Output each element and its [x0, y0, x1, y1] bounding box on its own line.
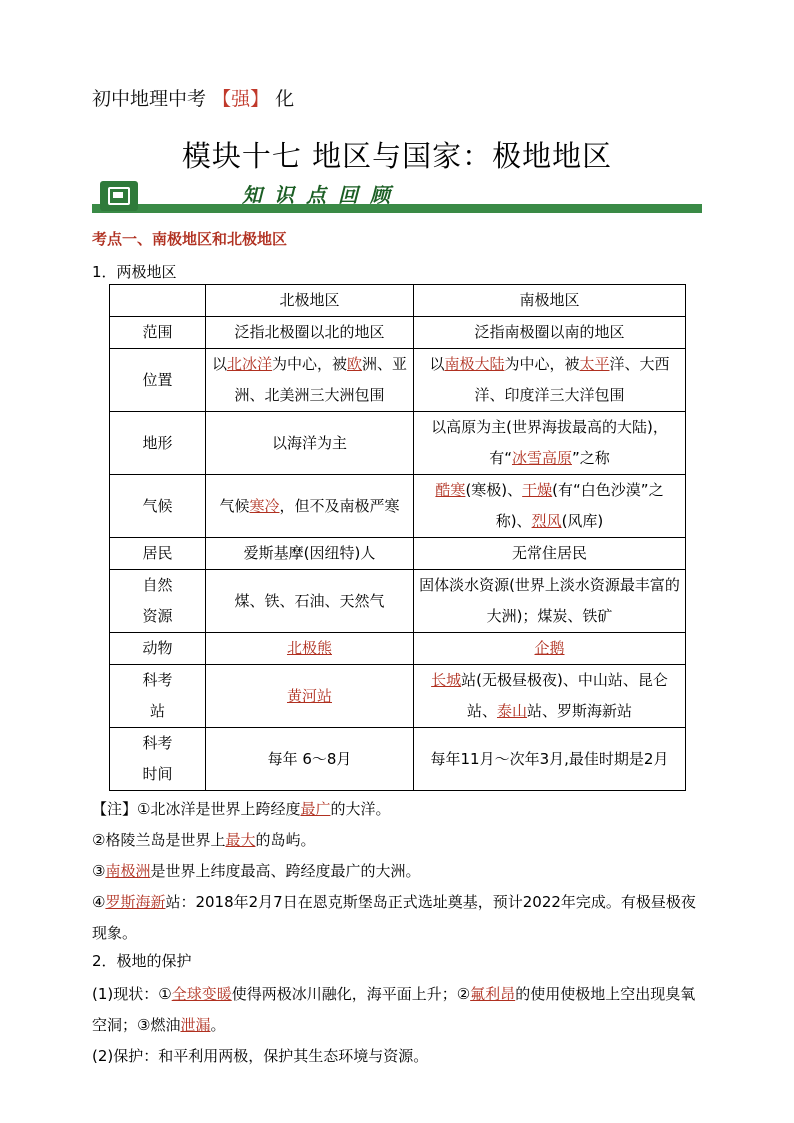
table-row: [110, 570, 686, 633]
text-segment: (1)现状：①: [92, 985, 172, 1003]
row-label: 位置: [110, 349, 206, 412]
table-row: [110, 412, 686, 475]
underlined-keyword: 寒冷: [249, 496, 280, 515]
page-title: 模块十七 地区与国家：极地地区: [181, 139, 613, 173]
text-segment: 的使用使极地上空出现臭氧空洞；③燃油: [92, 985, 696, 1034]
text-segment: 洋、大西洋、印度洋三大洋包围: [474, 355, 670, 404]
south-cell: [414, 728, 686, 791]
text-segment: 【注】①北冰洋是世界上跨经度: [92, 800, 301, 818]
header-bracket-word: 强: [231, 88, 251, 110]
north-cell: [206, 349, 414, 412]
north-cell: [206, 570, 414, 633]
row-label: 动物: [110, 633, 206, 665]
underlined-keyword: 最广: [300, 800, 331, 818]
row-label: 居民: [110, 538, 206, 570]
banner-text: 知识点回顾: [242, 183, 402, 207]
underlined-keyword: 黄河站: [286, 686, 332, 705]
table-row: [110, 475, 686, 538]
section-banner: [92, 178, 702, 214]
text-segment: 的岛屿。: [255, 831, 316, 849]
book-icon: [100, 181, 138, 211]
text-segment: 泛指北极圈以北的地区: [234, 323, 385, 341]
south-cell: [414, 349, 686, 412]
text-segment: 爱斯基摩(因纽特)人: [243, 544, 376, 562]
row-label: 范围: [110, 317, 206, 349]
underlined-keyword: 罗斯海新: [105, 893, 166, 911]
subheading-polar: 1．两极地区: [92, 263, 177, 281]
table-header-row: [110, 285, 686, 317]
row-label: 气候: [110, 475, 206, 538]
text-segment: ”之称: [572, 449, 610, 467]
note-line: [92, 825, 704, 856]
note-line: [92, 887, 704, 949]
column-header: 南极地区: [414, 285, 686, 317]
text-segment: 无常住居民: [511, 544, 587, 562]
south-cell: [414, 475, 686, 538]
column-header: 北极地区: [206, 285, 414, 317]
text-segment: 以: [429, 355, 445, 373]
table-row: [110, 317, 686, 349]
table-row: [110, 633, 686, 665]
text-segment: 固体淡水资源(世界上淡水资源最丰富的大洲)；煤炭、铁矿: [419, 576, 680, 625]
text-segment: 以高原为主(世界海拔最高的大陆)，有“: [431, 418, 668, 467]
text-segment: 洲、亚洲、北美洲三大洲包围: [234, 355, 408, 404]
row-label: 地形: [110, 412, 206, 475]
text-segment: 泛指南极圈以南的地区: [474, 323, 625, 341]
header-suffix: 化: [275, 88, 295, 110]
text-segment: 的大洋。: [330, 800, 391, 818]
text-segment: (风库): [561, 512, 604, 530]
underlined-keyword: 全球变暖: [171, 985, 232, 1003]
table-row: [110, 538, 686, 570]
note-line: [92, 794, 704, 825]
text-segment: 是世界上纬度最高、跨经度最广的大洲。: [150, 862, 421, 880]
underlined-keyword: 欧: [347, 355, 363, 373]
south-cell: [414, 412, 686, 475]
text-segment: 以: [211, 355, 227, 373]
text-segment: 站(无极昼极夜)、中山站、昆仑站、: [461, 671, 668, 720]
protect-line: [92, 1041, 704, 1072]
south-cell: [414, 317, 686, 349]
south-cell: [414, 665, 686, 728]
text-segment: ，但不及南极严寒: [279, 496, 400, 515]
underlined-keyword: 最大: [225, 831, 256, 849]
text-segment: 为中心，被: [271, 355, 347, 373]
row-label: 科考时间: [110, 728, 206, 791]
protect-block: [92, 979, 704, 1072]
text-segment: ②格陵兰岛是世界上: [92, 831, 226, 849]
text-segment: 每年 6～8月: [267, 749, 352, 768]
section-heading: 考点一、南极地区和北极地区: [92, 230, 288, 248]
north-cell: [206, 633, 414, 665]
text-segment: 。: [210, 1016, 226, 1034]
underlined-keyword: 南极洲: [105, 862, 151, 880]
polar-table: [109, 284, 686, 791]
table-row: [110, 728, 686, 791]
text-segment: (寒极)、: [465, 481, 523, 499]
south-cell: [414, 570, 686, 633]
header-bracket-close: 】: [250, 88, 270, 110]
south-cell: [414, 633, 686, 665]
underlined-keyword: 氟利昂: [470, 985, 516, 1003]
underlined-keyword: 太平: [579, 355, 610, 373]
text-segment: 气候: [219, 496, 250, 515]
note-line: [92, 856, 704, 887]
north-cell: [206, 728, 414, 791]
underlined-keyword: 长城: [431, 671, 462, 689]
column-header: [110, 285, 206, 317]
text-segment: 以海洋为主: [271, 433, 347, 452]
protect-line: [92, 979, 704, 1041]
underlined-keyword: 干燥: [522, 481, 553, 499]
north-cell: [206, 475, 414, 538]
underlined-keyword: 北冰洋: [226, 355, 272, 373]
header-prefix: 初中地理中考: [92, 88, 207, 110]
row-label: 自然资源: [110, 570, 206, 633]
north-cell: [206, 317, 414, 349]
north-cell: [206, 665, 414, 728]
text-segment: (有“白色沙漠”之称)、: [495, 481, 664, 530]
underlined-keyword: 企鹅: [534, 639, 565, 657]
text-segment: 站、罗斯海新站: [527, 702, 633, 720]
underlined-keyword: 北极熊: [286, 639, 332, 657]
south-cell: [414, 538, 686, 570]
table-row: [110, 349, 686, 412]
underlined-keyword: 南极大陆: [444, 355, 505, 373]
text-segment: ④: [92, 893, 106, 911]
text-segment: ③: [92, 862, 106, 880]
underlined-keyword: 泄漏: [180, 1016, 211, 1034]
text-segment: 煤、铁、石油、天然气: [234, 591, 385, 610]
table-row: [110, 665, 686, 728]
notes-block: [92, 794, 704, 949]
document-header: [92, 84, 294, 111]
text-segment: 每年11月～次年3月,最佳时期是2月: [430, 749, 669, 768]
north-cell: [206, 538, 414, 570]
underlined-keyword: 酷寒: [435, 481, 466, 499]
underlined-keyword: 烈风: [531, 512, 562, 530]
header-bracket-open: 【: [212, 88, 232, 110]
underlined-keyword: 泰山: [496, 702, 527, 720]
text-segment: (2)保护：和平利用两极，保护其生态环境与资源。: [92, 1047, 429, 1065]
text-segment: 为中心，被: [504, 355, 580, 373]
north-cell: [206, 412, 414, 475]
text-segment: 站：2018年2月7日在恩克斯堡岛正式选址奠基，预计2022年完成。有极昼极夜现象。: [92, 893, 696, 942]
row-label: 科考站: [110, 665, 206, 728]
subheading-protect: 2．极地的保护: [92, 952, 192, 970]
text-segment: 使得两极冰川融化，海平面上升；②: [231, 985, 471, 1003]
underlined-keyword: 冰雪高原: [511, 449, 572, 467]
